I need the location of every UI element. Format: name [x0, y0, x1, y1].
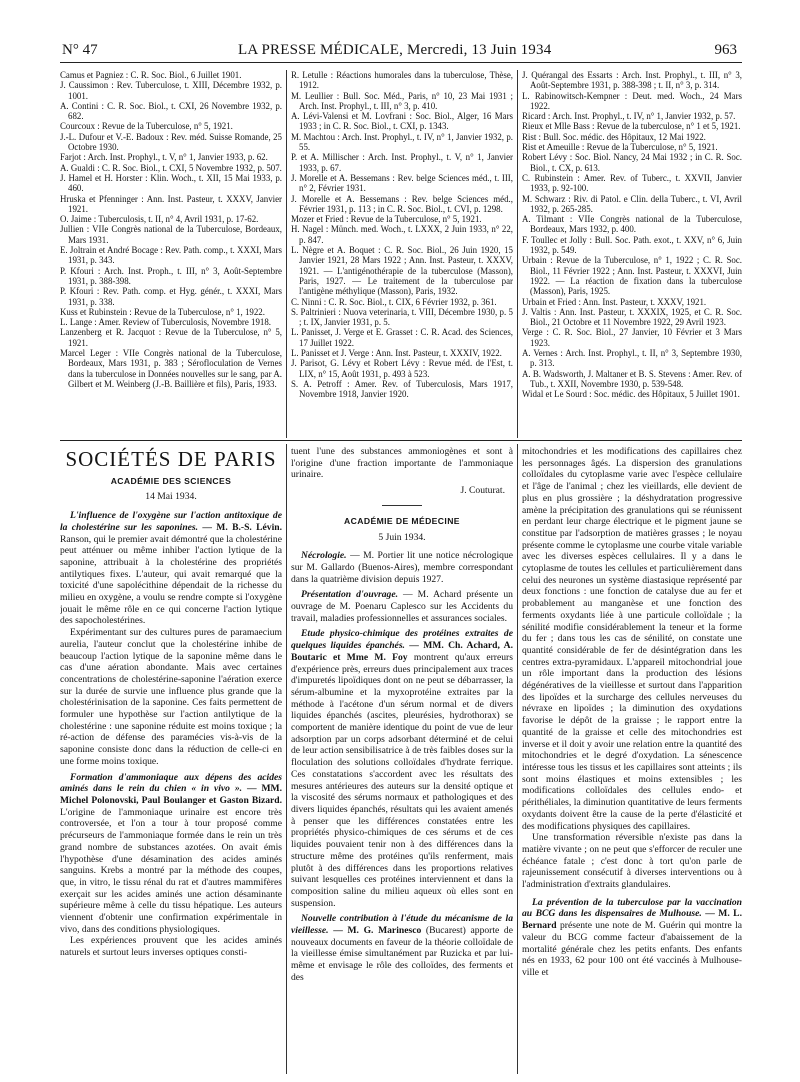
- reference-entry: C. Ninni : C. R. Soc. Biol., t. CIX, 6 Février 1932, p. 361.: [291, 296, 497, 307]
- reference-entry: Urbain et Fried : Ann. Inst. Pasteur, t. XXXV, 1921.: [522, 296, 707, 307]
- reference-entry: L. Lange : Amer. Review of Tuberculosis, Novembre 1918.: [60, 317, 271, 328]
- reference-entry: A. Tilmant : VIIe Congrès national de la Tuberculose, Bordeaux, Mars 1932, p. 400.: [522, 214, 742, 235]
- article-paragraph: Expérimentant sur des cultures pures de paramaecium aurelia, l'auteur conclut que la cholestérine inhibe de beaucoup l'action lytique de la saponine même dans le cas d'une aération abondante. Mais avec certaines concentrations de cholestérine-saponine l'aération exerce sur la durée de survie une influence plus grande que la cholestérinisation de la saponine. Ces faits permettent de formuler une hypothèse sur l'action antilytique de la cholestérine : une saponine réduite est moins toxique ; la ré-action de défense des paramécies vis-à-vis de la saponine consiste donc dans la réduction de celle-ci en une forme moins toxique.: [60, 627, 282, 767]
- references-column-1: [60, 70, 282, 440]
- article-title: Formation d'ammoniaque aux dépens des acides aminés dans le rein du chien « in vivo ».: [60, 771, 282, 795]
- reference-entry: Rist : Bull. Soc. médic. des Hôpitaux, 12 Mai 1922.: [522, 131, 706, 142]
- reference-entry: Rist et Ameuille : Revue de la Tuberculose, n° 5, 1921.: [522, 142, 718, 153]
- column-divider: [286, 444, 287, 1074]
- reference-entry: J. Valtis : Ann. Inst. Pasteur, t. XXXIX, 1925, et C. R. Soc. Biol., 21 Octobre et 11 Novembre 1922, 29 Avril 1923.: [522, 306, 742, 328]
- page-header: [0, 40, 800, 60]
- reference-entry: S. A. Petroff : Amer. Rev. of Tuberculosis, Mars 1917, Novembre 1918, Janvier 1920.: [291, 378, 513, 400]
- article-title: Etude physico-chimique des protéines extraites de quelques liquides épanchés.: [291, 628, 513, 652]
- reference-entry: Hruska et Pfenninger : Ann. Inst. Pasteur, t. XXXV, Janvier 1921.: [60, 193, 282, 214]
- divider: [382, 505, 422, 506]
- references-column-3: [522, 70, 742, 440]
- reference-entry: C. Rubinstein : Amer. Rev. of Tuberc., t. XXVII, Janvier 1933, p. 92-100.: [522, 172, 742, 194]
- article-text: présente une note de M. Guérin qui montre la valeur du BCG comme facteur d'abaissement de la mortalité générale chez les petits enfants. Des enfants nés en 1933, 62 pour 100 ont été vaccinés à Mulhouse-ville et: [522, 920, 742, 978]
- article-title: L'influence de l'oxygène sur l'action antitoxique de la cholestérine sur les saponines.: [60, 510, 282, 533]
- article-author: — MM. Ch. Achard, A. Boutaric et Mme M. Foy: [291, 640, 513, 663]
- article-paragraph: [522, 897, 742, 979]
- article-text: Ranson, qui le premier avait démontré que la cholestérine peut atténuer ou même inhiber l'action lytique de la saponine, attribuait à la cholestérine des propriétés antilytiques fixes. L'auteur, qui avait remarqué que la toxicité d'une sapolécithine dépendait de la richesse du milieu en oxygène, a voulu se rendre compte si l'oxygène jouait le même rôle en ce qui concerne l'action lytique des sapocholestérines.: [60, 533, 282, 627]
- article-text: L'origine de l'ammoniaque urinaire est encore très controversée, et l'on a tour à tour proposé comme précurseurs de l'ammoniaque formée dans le rein un très grand nombre de substances azotées. On avait émis l'hypothèse d'une désamination des acides aminés sanguins. Krebs a montré par la méthode des coupes, que, in vitro, le tissu rénal du rat et d'autres mammifères exerçait sur les acides aminés une action désaminante supérieure même à celle du tissu hépatique. Les auteurs viennent d'obtenir une confirmation expérimentale in vivo, dans des conditions physiologiques.: [60, 806, 282, 935]
- reference-entry: Verge : C. R. Soc. Biol., 27 Janvier, 10 Février et 3 Mars 1923.: [522, 327, 742, 348]
- article-paragraph: Les expériences prouvent que les acides aminés naturels et surtout leurs inverses optiques consti-: [60, 935, 282, 959]
- column-divider: [517, 70, 518, 438]
- reference-entry: Jullien : VIIe Congrès national de la Tuberculose, Bordeaux, Mars 1931.: [60, 224, 282, 245]
- reference-entry: P. Kfouri : Rev. Path. comp. et Hyg. génér., t. XXXI, Mars 1931, p. 338.: [60, 286, 282, 307]
- reference-entry: A. Vernes : Arch. Inst. Prophyl., t. II, n° 3, Septembre 1930, p. 313.: [522, 348, 742, 369]
- reference-entry: Camus et Pagniez : C. R. Soc. Biol., 6 Juillet 1901.: [60, 70, 242, 80]
- column-divider: [286, 70, 287, 438]
- article-paragraph: tuent l'une des substances ammoniogènes et sont à l'origine d'une fraction importante de l'ammoniaque urinaire.: [291, 446, 513, 481]
- reference-entry: Marcel Leger : VIIe Congrès national de la Tuberculose, Bordeaux, Mars 1931, p. 383 ; Sérofloculation de Vernes dans la tuberculose in Données nouvelles sur le sang, par A. Gilbert et M. Weinberg (J.-B. Baillière et fils), Paris, 1933.: [60, 348, 282, 389]
- article-text: (Bucarest) apporte de nouveaux documents en faveur de la théorie colloïdale de la vieillesse émise simultanément par Ruzicka et par lui-même et envisage le rôle des colloïdes, des ferments et des: [291, 925, 513, 983]
- reference-entry: J. Morelle et A. Bessemans : Rev. belge Sciences méd., Février 1931, p. 113 ; in C. R. Soc. Biol., t. CVI, p. 1298.: [291, 193, 513, 214]
- reference-entry: Ricard : Arch. Inst. Prophyl., t. IV, n° 1, Janvier 1932, p. 57.: [522, 111, 736, 122]
- article-text: montrent qu'aux erreurs d'expérience près, erreurs dues principalement aux traces d'impuretés lipoïdiques dont on ne peut se débarrasser, la sérum-albumine et la myxoprotéine extraites par la méthode à l'acétone d'un sérum normal et de divers liquides épanchés (ascites, pleurésies, hydrothorax) se comportent de manière identique du point de vue de leur adsorption par un corps adsorbant déterminé et de celui de leur action sensibilisatrice à de très faibles doses sur la floculation des solutions colloïdales d'hydrate ferrique. Ces constatations s'accordent avec les résultats des mesures antérieures des auteurs sur la densité optique et la viscosité des sérums normaux et pathologiques et des divers liquides épanchés, résultats qui les avaient amenés à penser que les différences constatées entre les propriétés physico-chimiques de ces sérums et de ces liquides pouvaient tenir non à des différences dans la structure même des protéines qu'ils renferment, mais plutôt à des différences dans les proportions relatives suivant lesquelles ces protéines interviennent et dans la composition saline du milieu aqueux où elles sont en suspension.: [291, 651, 513, 909]
- reference-entry: M. Schwarz : Riv. di Patol. e Clin. della Tuberc., t. VI, Avril 1932, p. 265-285.: [522, 193, 742, 214]
- article-paragraph: [291, 628, 513, 909]
- article-paragraph: [291, 913, 513, 983]
- article-paragraph: [60, 772, 282, 936]
- reference-entry: J. Morelle et A. Bessemans : Rev. belge Sciences méd., t. III, n° 2, Février 1931.: [291, 172, 513, 194]
- article-author: — M. B.-S. Lévin.: [202, 521, 282, 533]
- reference-entry: M. Machtou : Arch. Inst. Prophyl., t. IV, n° 1, Janvier 1932, p. 55.: [291, 131, 513, 153]
- reference-entry: A. Lévi-Valensi et M. Lovfrani : Soc. Biol., Alger, 16 Mars 1933 ; in C. R. Soc. Biol., t. CXI, p. 1343.: [291, 111, 513, 132]
- reference-entry: L. Nègre et A. Boquet : C. R. Soc. Biol., 26 Juin 1920, 15 Janvier 1921, 28 Mars 1922 ; Ann. Inst. Pasteur, t. XXXV, 1921. — L'antigénothérapie de la tuberculose (Masson), Paris, 1927. — Le traitement de la tuberculose par l'antigène méthylique (Masson), Paris, 1932.: [291, 245, 513, 297]
- column-divider: [517, 444, 518, 1074]
- references-column-2: [291, 70, 513, 440]
- reference-entry: J. Quérangal des Essarts : Arch. Inst. Prophyl., t. III, n° 3, Août-Septembre 1931, p. 388-398 ; t. II, n° 3, p. 314.: [522, 70, 742, 91]
- article-paragraph: Une transformation réversible n'existe pas dans la matière vivante ; on ne peut que s'efforcer de reculer une échéance fatale ; c'est donc à tort qu'on parle de rajeunissement consécutif à diverses interventions ou à l'administration d'extraits glandulaires.: [522, 832, 742, 891]
- article-author: — M. G. Marinesco: [333, 925, 422, 937]
- reference-entry: L. Panisset, J. Verge et E. Grasset : C. R. Acad. des Sciences, 17 Juillet 1922.: [291, 327, 513, 348]
- article-title: Nouvelle contribution à l'étude du mécanisme de la vieillesse.: [291, 913, 513, 937]
- session-date: 5 Juin 1934.: [378, 531, 426, 543]
- reference-entry: A. Contini : C. R. Soc. Biol., t. CXI, 26 Novembre 1932, p. 682.: [60, 100, 282, 122]
- academy-heading: ACADÉMIE DES SCIENCES: [110, 475, 232, 486]
- article-text: — M. Achard présente un ouvrage de M. Poenaru Caplesco sur les Accidents du travail, maladies professionnelles et assurances sociales.: [291, 589, 513, 624]
- academy-heading: ACADÉMIE DE MÉDECINE: [344, 515, 460, 526]
- article-paragraph: [291, 550, 513, 585]
- reference-entry: L. Panisset et J. Verge : Ann. Inst. Pasteur, t. XXXIV, 1922.: [291, 348, 502, 359]
- article-column-3: [522, 446, 742, 1076]
- reference-entry: Farjot : Arch. Inst. Prophyl., t. V, n° 1, Janvier 1933, p. 62.: [60, 152, 268, 163]
- reference-entry: P. Kfouri : Arch. Inst. Proph., t. III, n° 3, Août-Septembre 1931, p. 388-398.: [60, 265, 282, 286]
- reference-entry: E. Joltrain et André Bocage : Rev. Path. comp., t. XXXI, Mars 1931, p. 343.: [60, 245, 282, 266]
- reference-entry: J. Hamel et H. Horster : Klin. Woch., t. XII, 15 Mai 1933, p. 460.: [60, 172, 282, 194]
- article-title: Présentation d'ouvrage.: [301, 589, 398, 601]
- page-number: 963: [714, 42, 737, 58]
- signature: J. Couturat.: [460, 485, 505, 497]
- reference-entry: Widal et Le Sourd : Soc. médic. des Hôpitaux, 5 Juillet 1901.: [522, 389, 740, 400]
- reference-entry: P. et A. Millischer : Arch. Inst. Prophyl., t. V, n° 1, Janvier 1933, p. 67.: [291, 152, 513, 173]
- journal-title: LA PRESSE MÉDICALE, Mercredi, 13 Juin 1934: [238, 42, 552, 58]
- article-author: — M. L. Bernard: [522, 908, 742, 932]
- article-paragraph: [60, 510, 282, 627]
- section-title: SOCIÉTÉS DE PARIS: [65, 447, 277, 471]
- reference-entry: R. Letulle : Réactions humorales dans la tuberculose, Thèse, 1912.: [291, 70, 513, 91]
- reference-entry: Lanzenberg et R. Jacquot : Revue de la Tuberculose, n° 5, 1921.: [60, 327, 282, 348]
- article-column-2: [291, 446, 513, 1076]
- reference-entry: A. Gualdi : C. R. Soc. Biol., t. CXI, 5 Novembre 1932, p. 507.: [60, 162, 282, 173]
- reference-entry: Mozer et Fried : Revue de la Tuberculose, n° 5, 1921.: [291, 214, 482, 225]
- reference-entry: J. Caussimon : Rev. Tuberculose, t. XIII, Décembre 1932, p. 1001.: [60, 80, 282, 101]
- reference-entry: F. Toullec et Jolly : Bull. Soc. Path. exot., t. XXV, n° 6, Juin 1932, p. 549.: [522, 234, 742, 256]
- session-date: 14 Mai 1934.: [145, 491, 197, 503]
- article-title: Nécrologie.: [301, 550, 347, 562]
- reference-entry: O. Jaime : Tuberculosis, t. II, n° 4, Avril 1931, p. 17-62.: [60, 214, 259, 225]
- reference-entry: Courcoux : Revue de la Tuberculose, n° 5, 1921.: [60, 121, 233, 132]
- article-text: — M. Portier lit une notice nécrologique sur M. Gallardo (Buenos-Aires), membre correspondant dans la quatrième division depuis 1927.: [291, 550, 513, 585]
- reference-entry: J. Parisot, G. Lévy et Robert Lévy : Revue méd. de l'Est, t. LIX, n° 15, Août 1931, p. 493 à 523.: [291, 358, 513, 379]
- reference-entry: Urbain : Revue de la Tuberculose, n° 1, 1922 ; C. R. Soc. Biol., 11 Février 1922 ; Ann. Inst. Pasteur, t. XXXVI, Juin 1922. — La réaction de fixation dans la tuberculose (Masson), Paris, 1925.: [522, 255, 742, 297]
- reference-entry: S. Paltrinieri : Nuova veterinaria, t. VIII, Décembre 1930, p. 5 ; t. IX, Janvier 1931, p. 5.: [291, 306, 513, 328]
- reference-entry: Kuss et Rubinstein : Revue de la Tuberculose, n° 1, 1922.: [60, 306, 265, 317]
- reference-entry: Rieux et Mlle Bass : Revue de la tuberculose, n° 1 et 5, 1921.: [522, 121, 741, 132]
- section-rule: [60, 440, 742, 441]
- article-paragraph: mitochondries et les modifications des capillaires chez les personnages âgés. La dispersion des granulations colloïdales du cytoplasme varie avec l'espèce cellulaire et l'âge de l'animal ; chez les vieillards, elle devient de plus en plus grossière ; la déshydratation progressive amène la précipitation des granulations qui se réunissent en perdant leur charge électrique et le pigment jaune se constitue par l'adsorption de matières grasses ; le noyau présente comme le cytoplasme une courbe vitale variable avec les diverses espèces cellulaires. Il y a dans le cytoplasme de toutes les cellules et particulièrement dans celui des neurones un système diastasique représenté par deux fonctions : une fonction de catalyse due au fer et probablement au manganèse et une fonction des ferments oxydants liée à une particule colloïdale ; la sénilité modifie considérablement la teneur et la forme du fer ; dans tous les cas de sénilité, on constate une quantité considérable de fer de désintégration dans les centres extra-pyramidaux. L'appareil mitochondrial joue un rôle important dans la production des lésions dégénératives de la vieillesse et surtout dans l'apparition des lipoïdes et la surcharge des cellules nerveuses du névraxe en lipoïdes ; la diminution des oxydations favorise le dépôt de la graisse ; le rapport entre la quantité de la graisse et celle des mitochondries est inverse et il doit y avoir une relation entre la quantité des mitochondries et le degré d'oxydation. La sénescence intéresse tous les tissus et les capillaires sont atteints ; ils sont moins élastiques et moins extensibles ; les modifications colloïdales des cellules endo- et périthéliales, la diminution quantitative de leurs ferments oxydants doivent être la cause de la perte d'élasticité et des modifications physiques des capillaires.: [522, 446, 742, 832]
- article-paragraph: [291, 589, 513, 624]
- article-title: La prévention de la tuberculose par la vaccination au BCG dans les dispensaires de Mulhouse.: [522, 896, 742, 920]
- reference-entry: Robert Lévy : Soc. Biol. Nancy, 24 Mai 1932 ; in C. R. Soc. Biol., t. CX, p. 613.: [522, 152, 742, 173]
- reference-entry: M. Leullier : Bull. Soc. Méd., Paris, n° 10, 23 Mai 1931 ; Arch. Inst. Prophyl., t. III, n° 3, p. 410.: [291, 90, 513, 111]
- reference-entry: A. B. Wadsworth, J. Maltaner et B. S. Stevens : Amer. Rev. of Tub., t. XXII, Novembre 1930, p. 539-548.: [522, 368, 742, 389]
- article-column-1: [60, 446, 282, 1076]
- reference-entry: J.-L. Dufour et V.-E. Badoux : Rev. méd. Suisse Romande, 25 Octobre 1930.: [60, 131, 282, 153]
- reference-entry: H. Nagel : Münch. med. Woch., t. LXXX, 2 Juin 1933, n° 22, p. 847.: [291, 224, 513, 245]
- reference-entry: L. Rabinowitsch-Kempner : Deut. med. Woch., 24 Mars 1922.: [522, 90, 742, 111]
- header-rule: [60, 62, 742, 63]
- issue-number: N° 47: [62, 42, 98, 58]
- article-author: — MM. Michel Polonovski, Paul Boulanger et Gaston Bizard.: [60, 783, 282, 806]
